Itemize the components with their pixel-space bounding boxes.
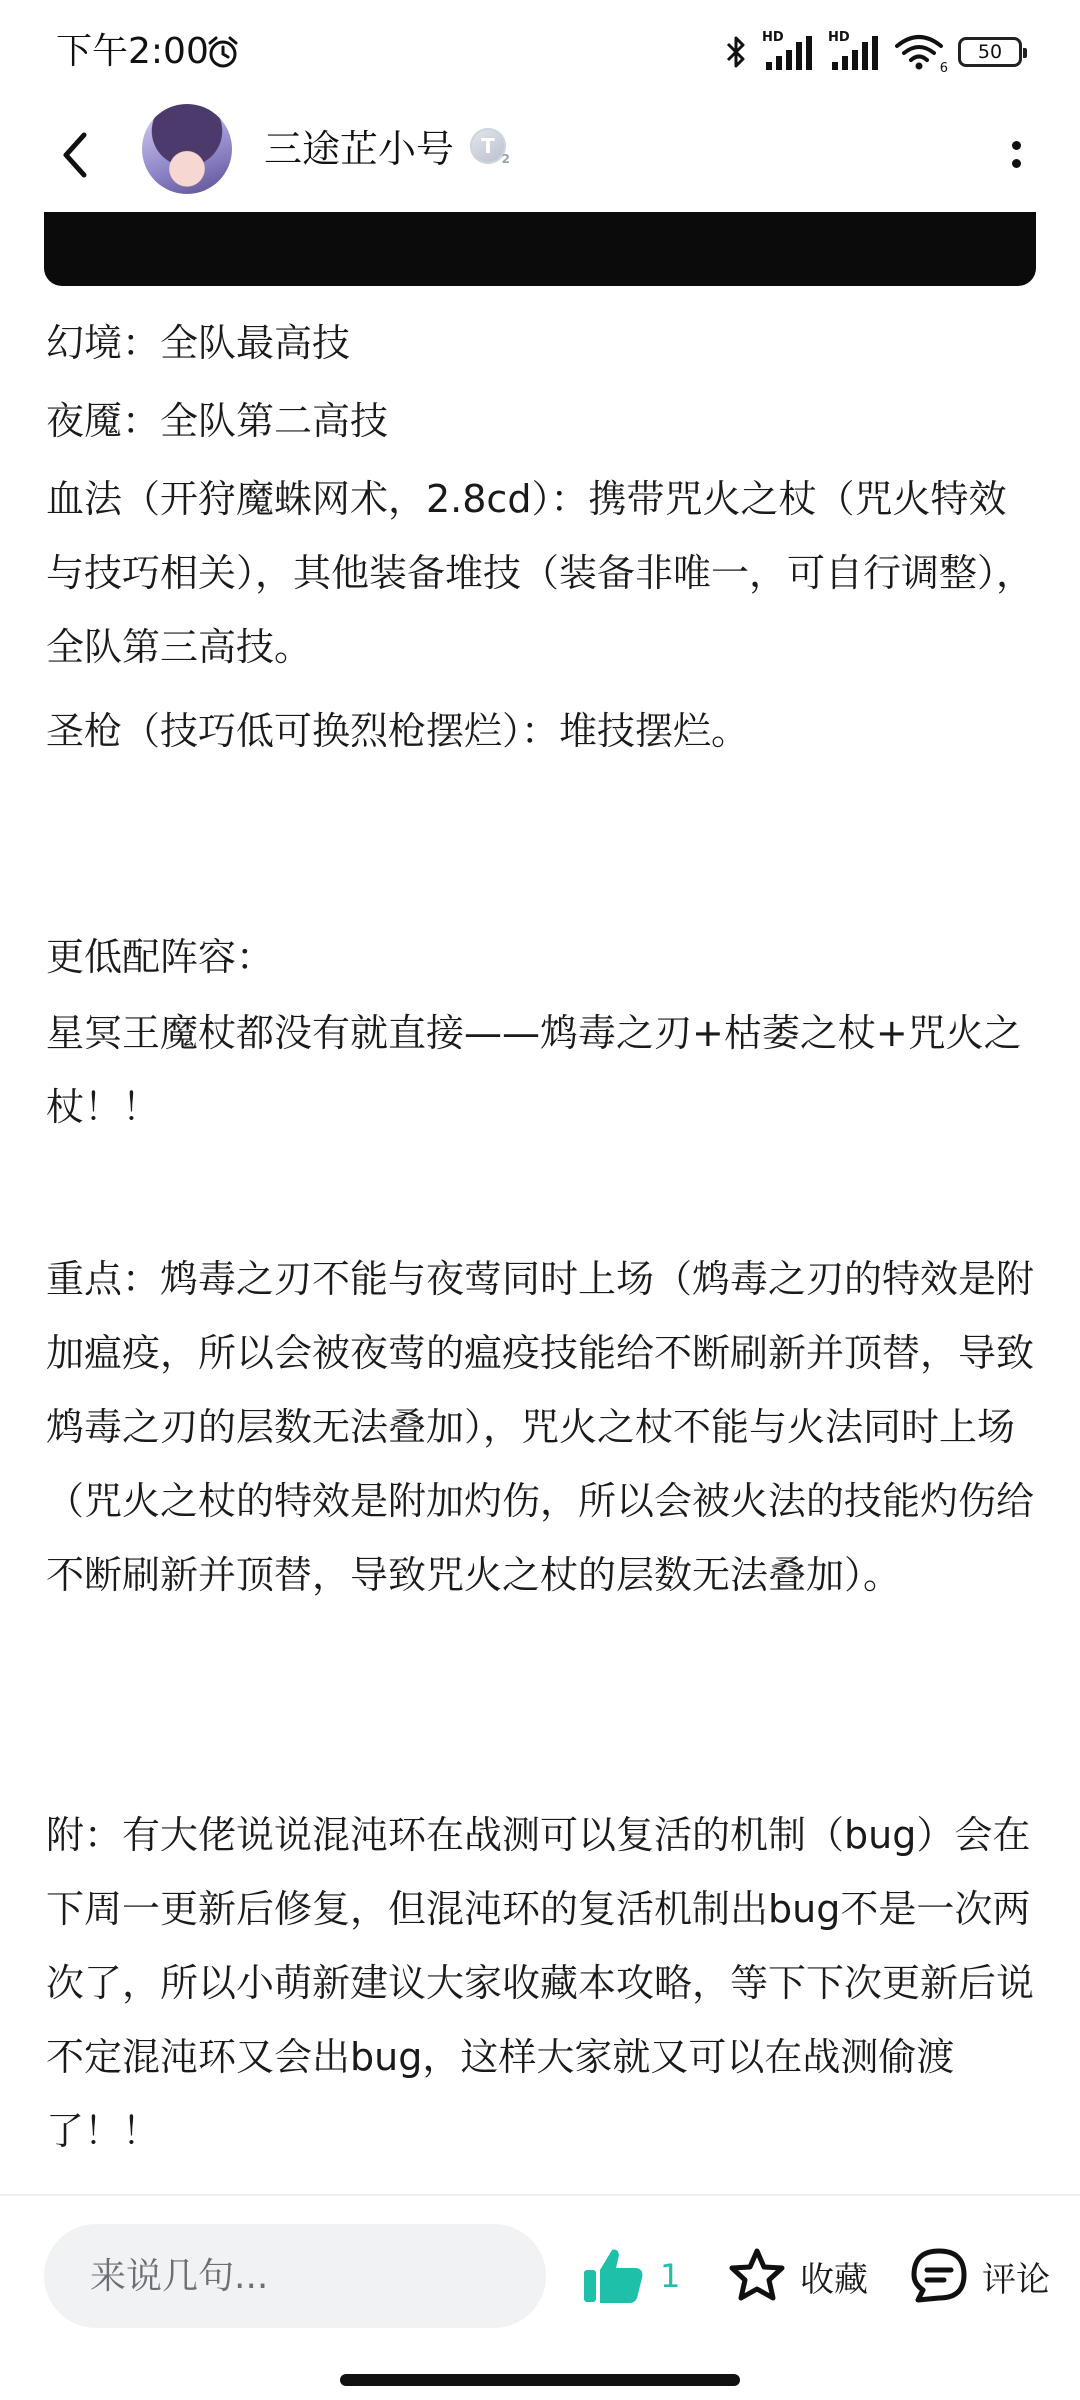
bluetooth-icon bbox=[724, 32, 748, 72]
post-paragraph: 夜魇：全队第二高技 bbox=[46, 399, 389, 443]
comment-bubble-icon bbox=[908, 2246, 970, 2306]
redacted-text-bar bbox=[44, 212, 1036, 286]
post-paragraph: 圣枪（技巧低可换烈枪摆烂）：堆技摆烂。 bbox=[46, 709, 750, 753]
wifi bbox=[894, 32, 948, 76]
post-paragraph: 重点：鸩毒之刃不能与夜莺同时上场（鸩毒之刃的特效是附加瘟疫，所以会被夜莺的瘟疫技能给不断刷新并顶替，导致鸩毒之刃的层数无法叠加），咒火之杖不能与火法同时上场（咒火之杖的特效是附加灼伤，所以会被火法的技能灼伤给不断刷新并顶替，导致咒火之杖的层数无法叠加）。 bbox=[46, 1257, 1035, 1597]
username[interactable]: 三途芷小号 bbox=[264, 127, 455, 171]
hd-label-2: HD bbox=[828, 30, 850, 45]
level-badge-letter: T bbox=[481, 134, 495, 158]
post-paragraph: 血法（开狩魔蛛网术，2.8cd）：携带咒火之杖（咒火特效与技巧相关），其他装备堆技（装备非唯一，可自行调整），全队第三高技。 bbox=[46, 477, 1035, 669]
signal-2 bbox=[828, 32, 880, 72]
post-paragraph: 幻境：全队最高技 bbox=[46, 321, 351, 365]
post-header bbox=[0, 100, 1080, 210]
status-time: 下午2:00 bbox=[56, 31, 209, 72]
home-indicator[interactable] bbox=[340, 2374, 740, 2386]
post-paragraph: 附：有大佬说说混沌环在战测可以复活的机制（bug）会在下周一更新后修复，但混沌环的复活机制出bug不是一次两次了，所以小萌新建议大家收藏本攻略，等下下次更新后说不定混沌环又会出bug，这样大家就又可以在战测偷渡了！！ bbox=[46, 1813, 1035, 2153]
alarm-clock-icon bbox=[205, 34, 241, 70]
more-options-button[interactable] bbox=[986, 124, 1046, 184]
like-button[interactable] bbox=[582, 2238, 680, 2314]
signal-bars-icon bbox=[828, 32, 880, 72]
bottom-divider bbox=[0, 2194, 1080, 2196]
favorite-button[interactable] bbox=[726, 2238, 868, 2314]
wifi-label: 6 bbox=[939, 61, 948, 76]
battery-icon bbox=[958, 37, 1022, 67]
comment-button[interactable] bbox=[908, 2238, 1050, 2314]
like-count: 1 bbox=[660, 2257, 681, 2295]
chevron-left-icon bbox=[58, 130, 92, 180]
level-badge-number: 2 bbox=[501, 152, 510, 166]
signal-1 bbox=[762, 32, 814, 72]
dot-icon bbox=[1012, 159, 1021, 168]
comment-label: 评论 bbox=[982, 2259, 1050, 2300]
comment-input[interactable] bbox=[44, 2224, 546, 2328]
status-icons bbox=[724, 30, 1022, 74]
level-badge bbox=[470, 128, 510, 166]
status-bar bbox=[0, 0, 1080, 100]
star-icon bbox=[726, 2246, 788, 2306]
dot-icon bbox=[1012, 141, 1021, 150]
favorite-label: 收藏 bbox=[800, 2259, 868, 2300]
wifi-icon bbox=[894, 32, 944, 72]
post-paragraph: 更低配阵容： bbox=[46, 935, 275, 979]
back-button[interactable] bbox=[40, 120, 110, 190]
hd-label-1: HD bbox=[762, 30, 784, 45]
signal-bars-icon bbox=[762, 32, 814, 72]
thumbs-up-icon bbox=[582, 2246, 646, 2306]
avatar[interactable] bbox=[142, 104, 232, 194]
battery-level: 50 bbox=[977, 41, 1003, 63]
post-paragraph: 星冥王魔杖都没有就直接——鸩毒之刃+枯萎之杖+咒火之杖！！ bbox=[46, 1011, 1022, 1129]
